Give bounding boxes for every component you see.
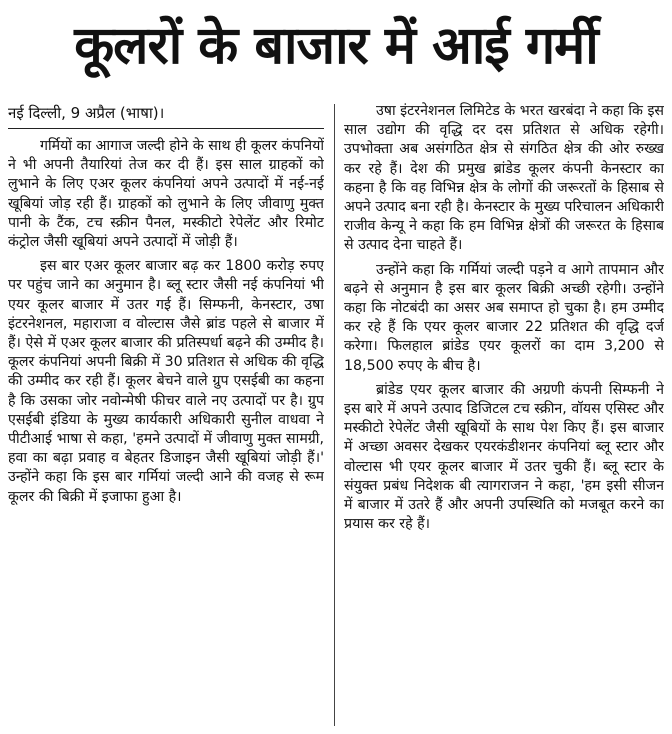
paragraph: उषा इंटरनेशनल लिमिटेड के भरत खरबंदा ने कहा कि इस साल उद्योग की वृद्धि दर दस प्रतिशत से अधिक रहेगी। उपभोक्ता अब असंगठित क्षेत्र से संगठित क्षेत्र की ओर रुख्ख कर रहे हैं। देश की प्रमुख ब्रांडेड कूलर कंपनी केनस्टार का कहना है कि वह विभिन्न क्षेत्र के लोगों की जरूरतों के हिसाब से अपने उत्पाद बना रही है। केनस्टार के मुख्य परिचालन अधिकारी राजीव केन्यू ने कहा कि हम विभिन्न क्षेत्रों की जरूरत के हिसाब से उत्पाद देना चाहते हैं।: [344, 103, 664, 254]
paragraph: ब्रांडेड एयर कूलर बाजार की अग्रणी कंपनी सिम्फनी ने इस बारे में अपने उत्पाद डिजिटल टच स्क्रीन, वॉयस एसिस्ट और मस्कीटो रेपेलेंट जैसी खूबियों के साथ पेश किए हैं। इस बाजार में अच्छा अवसर देखकर एयरकंडीशनर कंपनियां ब्लू स्टार और वोल्टास भी एयर कूलर बाजार में उतर चुकी हैं। ब्लू स्टार के संयुक्त प्रबंध निदेशक बी त्यागराजन ने कहा, 'हम इसी सीजन में बाजार में उतरे हैं और अपनी उपस्थिति को मजबूत करने का प्रयास कर रहे हैं।: [344, 381, 664, 533]
left-column: [8, 102, 324, 728]
paragraph: उन्होंने कहा कि गर्मियां जल्दी पड़ने व आगे तापमान और बढ़ने से अनुमान है इस बार कूलर बिक्री अच्छी रहेगी। उन्होंने कहा कि नोटबंदी का असर अब समाप्त हो चुका है। हम उम्मीद कर रहे हैं कि एयर कूलर बाजार 22 प्रतिशत की वृद्धि दर्ज करेगा। फिलहाल ब्रांडेड एयर कूलरों का दाम 3,200 से 18,500 रुपए के बीच है।: [344, 261, 664, 374]
dateline-rule: [8, 128, 324, 129]
headline: कूलरों के बाजार में आई गर्मी: [74, 16, 598, 76]
column-divider: [334, 104, 335, 726]
paragraph: इस बार एअर कूलर बाजार बढ़ कर 1800 करोड़ रुपए पर पहुंच जाने का अनुमान है। ब्लू स्टार जैसी नई कंपनियां भी एयर कूलर बाजार में उतर गई हैं। सिम्फनी, केनस्टार, उषा इंटरनेशनल, महाराजा व वोल्टास जैसे ब्रांड पहले से बाजार में हैं। ऐसे में एअर कूलर बाजार की प्रतिस्पर्धा बढ़ने की उम्मीद है। कूलर कंपनियां अपनी बिक्री में 30 प्रतिशत से अधिक की वृद्धि की उम्मीद कर रही हैं। कूलर बेचने वाले ग्रुप एसईबी का कहना है कि उसका जोर नवोन्मेषी फीचर वाले नए उत्पादों पर है। ग्रुप एसईबी इंडिया के मुख्य कार्यकारी अधिकारी सुनील वाधवा ने पीटीआई भाषा से कहा, 'हमने उत्पादों में जीवाणु मुक्त सामग्री, हवा का बढ़ा प्रवाह व बेहतर डिजाइन जैसी खूबियां जोड़ी हैं।' उन्होंने कहा कि इस बार गर्मियां जल्दी आने की वजह से रूम कूलर की बिक्री में इजाफा हुआ है।: [8, 258, 324, 505]
right-column: [344, 102, 664, 728]
paragraph: गर्मियों का आगाज जल्दी होने के साथ ही कूलर कंपनियों ने भी अपनी तैयारियां तेज कर दी हैं। इस साल ग्राहकों को लुभाने के लिए एअर कूलर कंपनियां अपने उत्पादों में नई-नई खूबियां जोड़ रही हैं। ग्राहकों को लुभाने के लिए जीवाणु मुक्त पानी के टैंक, टच स्क्रीन पैनल, मस्कीटो रेपेलेंट और रिमोट कंट्रोल जैसी खूबियां अपने उत्पादों में जोड़ी हैं।: [8, 138, 324, 251]
dateline: नई दिल्ली, 9 अप्रैल (भाषा)।: [8, 104, 165, 122]
